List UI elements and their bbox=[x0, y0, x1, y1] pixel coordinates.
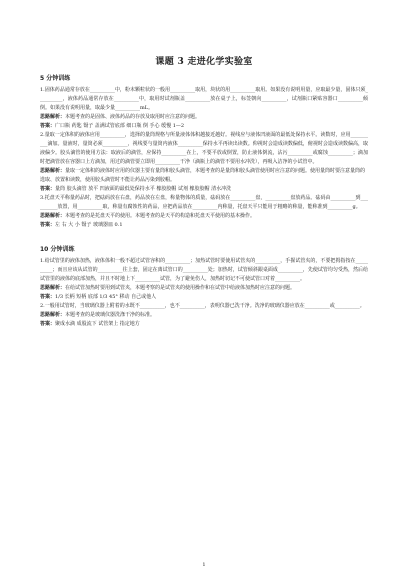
tip-text: 量取一定体积的液体时应用的仪器主要有量筒和胶头滴管，本题考查的是量筒和胶头滴管使用时应注意的问题。使用量筒时要注意量筒的选取、放置和读数，使用胶头滴管时不能让药品污染到胶帽。 bbox=[40, 168, 366, 183]
tip-1 bbox=[40, 113, 368, 122]
question-3: 3.托盘天平称量药品时，把砝码放在右盘，药品放在左盘，称量物体的质量，砝码放在__________盘，__________盘放药品。砝码由__________到__________放置，用__________取，称量有腐蚀性的药品，应把药品放在__________内称量，托盘天平只能用于粗略的称量，能称准到__________g。 bbox=[40, 195, 368, 210]
tip-label: 思路解析： bbox=[40, 285, 66, 291]
tip-label: 思路解析： bbox=[40, 114, 66, 120]
answer-label: 答案： bbox=[40, 321, 56, 327]
tip-5 bbox=[40, 311, 368, 320]
answer-label: 答案： bbox=[40, 123, 56, 129]
section-heading-5min: 5 分钟训练 bbox=[40, 75, 71, 82]
tip-4 bbox=[40, 284, 368, 293]
answer-3 bbox=[40, 221, 368, 230]
answer-label: 答案： bbox=[40, 222, 56, 228]
answer-1 bbox=[40, 122, 368, 131]
answer-text: 聚成水滴 成股流下 试管架上 指定地方 bbox=[55, 321, 140, 327]
answer-2 bbox=[40, 185, 368, 194]
tip-text: 在给试管加热时要用到试管夹，本题考察的是试管夹的使用操作和在试管中给液体加热时应注意的问题。 bbox=[65, 285, 296, 291]
tip-2 bbox=[40, 167, 368, 185]
tip-3 bbox=[40, 212, 368, 221]
tip-text: 本题考查的是玻璃仪器洗涤干净的标准。 bbox=[65, 312, 156, 318]
question-2: 2.量取一定体积的液体应用__________，选择的量筒规格与所量液体体积越接近越好。视线应与液体凹液面的最低处保持水平。读数时，应用__________滴加。量液时，量筒必须__________，视线要与量筒内液体__________保持水平再读出读数。仰视时会造成读数偏低，俯视时会造成读数偏高，取液偏少。胶头滴管的使用方法：取液后的滴管，应保持__________在上，不要平放或倒置，防止液体倒流，沾污__________或腐蚀__________；滴加时把滴管放在容器口上方滴加，用过的滴管要立即用__________干净（滴瓶上的滴管不要用水冲洗），再吸入洁净的小试管中。 bbox=[40, 132, 368, 165]
answer-text: 量筒 胶头滴管 放平 凹液面的最低处保持水平 橡胶胶帽 试剂 橡胶胶帽 清水冲洗 bbox=[55, 186, 232, 192]
tip-label: 思路解析： bbox=[40, 168, 66, 174]
tip-text: 本题考查的是托盘天平的使用。本题考查的是天平的构造和托盘天平使用的基本操作。 bbox=[65, 213, 256, 219]
section-heading-10min: 10 分钟训练 bbox=[40, 246, 75, 253]
page-number: 1 bbox=[202, 562, 206, 568]
answer-text: 广口瓶 药匙 镊子 盖满试管底部 细口瓶 倒 手心 缓慢 1—2 bbox=[55, 123, 185, 129]
answer-text: 1/3 长柄 短柄 底部 1/3 45° 移动 自己或他人 bbox=[55, 294, 157, 300]
answer-label: 答案： bbox=[40, 294, 56, 300]
tip-label: 思路解析： bbox=[40, 213, 66, 219]
question-4: 1.给试管里的液体加热，液体体积一般不超过试管容积的__________；加热试管时要使用试管夹的__________，手握试管夹的，不要把拇指按在__________；而且应该从试管的__________往上套，固定在离试管口的__________处；加热时，试管倾斜跟桌面成__________，先使试管均匀受热，然后给试管里的液体的底部加热，并且不时地上下__________试管，为了避免伤人，加热时切记不可使试管口对着__________。 bbox=[40, 258, 368, 282]
question-1: 1.固体药品通常存放在__________中，粉末颗粒状的一般用__________取用，块状的用__________取用。如果没有说明用量，应取最少量，固体只须__________，液体药品通常存放在__________中，取用时试剂瓶盖__________放在桌子上，标签朝向__________，试剂瓶口紧贴容器口__________倾倒。如果没有说明用量，取最少量__________mL。 bbox=[40, 87, 368, 111]
page-title: 课题 3 走进化学实验室 bbox=[155, 57, 253, 67]
tip-label: 思路解析： bbox=[40, 312, 66, 318]
answer-text: 左 右 大 小 镊子 玻璃器皿 0.1 bbox=[55, 222, 123, 228]
answer-4 bbox=[40, 293, 368, 302]
tip-text: 本题考查的是固体、液体药品的存放及取用时应注意的问题。 bbox=[65, 114, 201, 120]
question-5: 2.一般用试管时，当玻璃仪器上附着的水既不__________，也不__________，表明仪器已洗干净。洗净的玻璃仪器应放在__________或__________。 bbox=[40, 303, 365, 309]
answer-5 bbox=[40, 320, 368, 329]
answer-label: 答案： bbox=[40, 186, 56, 192]
